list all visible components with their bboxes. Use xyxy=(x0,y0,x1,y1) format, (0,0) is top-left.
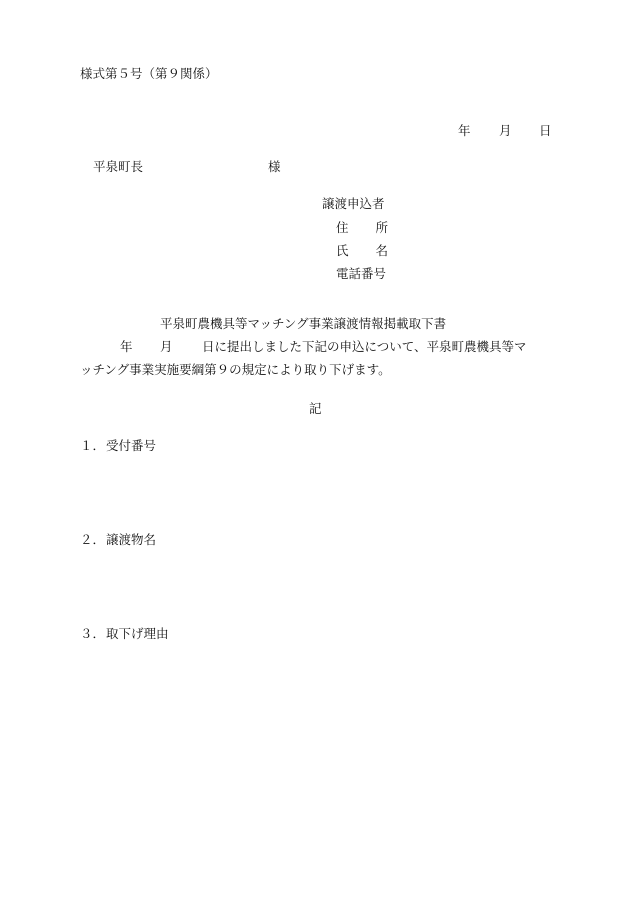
section-label: 譲渡物名 xyxy=(106,532,157,547)
date-day-label: 日 xyxy=(539,123,552,138)
applicant-phone-label: 電話番号 xyxy=(336,266,387,281)
applicant-name-char-2: 名 xyxy=(375,243,388,258)
applicant-address-label xyxy=(336,222,388,235)
applicant-title: 譲渡申込者 xyxy=(322,196,385,211)
body-year-label: 年 xyxy=(120,339,133,354)
section-receipt-number xyxy=(80,440,156,453)
applicant-address-char-2: 所 xyxy=(375,220,388,235)
section-number: ２． xyxy=(80,532,106,547)
ki-heading: 記 xyxy=(309,401,322,416)
form-number: 様式第５号（第９関係） xyxy=(80,66,218,81)
section-transfer-item-name xyxy=(80,534,156,547)
addressee-name: 平泉町長 xyxy=(93,159,144,174)
section-number: １． xyxy=(80,438,106,453)
document-title: 平泉町農機具等マッチング事業譲渡情報掲載取下書 xyxy=(160,316,447,331)
date-month-label: 月 xyxy=(499,123,512,138)
section-label: 受付番号 xyxy=(106,438,157,453)
body-text-line-1-rest: 日に提出しました下記の申込について、平泉町農機具等マ xyxy=(202,339,527,354)
applicant-name-label xyxy=(336,245,388,258)
section-withdrawal-reason xyxy=(80,628,169,641)
addressee-honorific: 様 xyxy=(268,159,281,174)
date-year-label: 年 xyxy=(458,123,471,138)
body-month-label: 月 xyxy=(160,339,173,354)
section-number: ３． xyxy=(80,626,106,641)
body-text-line-2: ッチング事業実施要綱第９の規定により取り下げます。 xyxy=(80,362,391,377)
applicant-name-char-1: 氏 xyxy=(336,243,349,258)
section-label: 取下げ理由 xyxy=(106,626,169,641)
applicant-address-char-1: 住 xyxy=(336,220,349,235)
